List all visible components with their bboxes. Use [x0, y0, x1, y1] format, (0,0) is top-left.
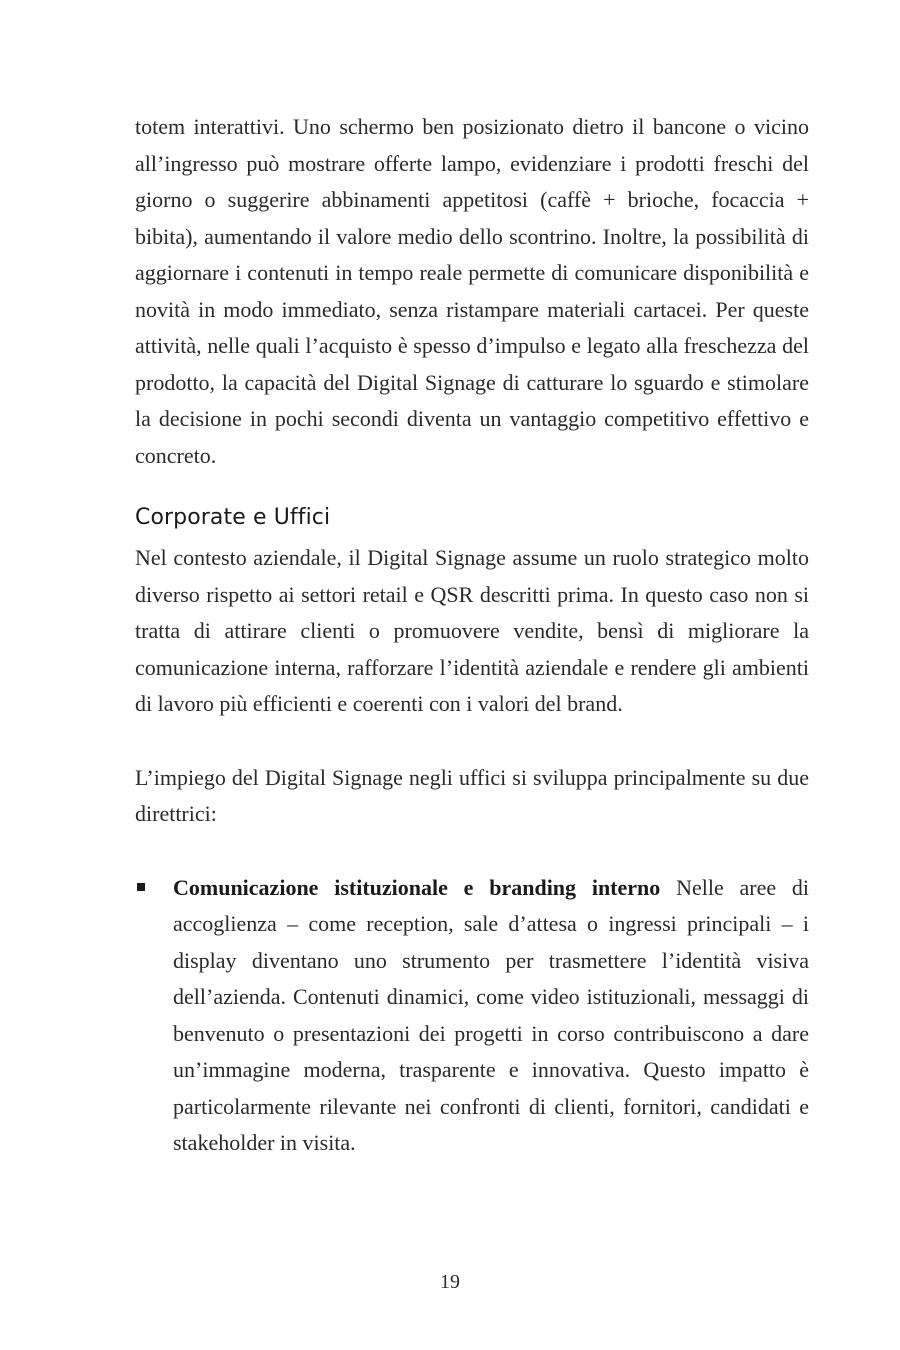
bullet-lead-term: Comunicazione istituzionale e branding interno [173, 874, 661, 900]
body-paragraph-continued: totem interattivi. Uno schermo ben posizionato dietro il bancone o vicino all’ingresso può mostrare offerte lampo, evidenziare i prodotti freschi del giorno o suggerire abbinamenti appetitosi (caffè + brioche, focaccia + bibita), aumentando il valore medio dello scontrino. Inoltre, la possibilità di aggiornare i contenuti in tempo reale permette di comunicare disponibilità e novità in modo immediato, senza ristampare materiali cartacei. Per queste attività, nelle quali l’acquisto è spesso d’impulso e legato alla freschezza del prodotto, la capacità del Digital Signage di catturare lo sguardo e stimolare la decisione in pochi secondi diventa un vantaggio competitivo effettivo e concreto. [135, 114, 809, 468]
page-number: 19 [440, 1271, 460, 1293]
paragraph-gap [135, 723, 809, 760]
bullet-list-item [135, 870, 809, 1162]
body-paragraph-lead-in: L’impiego del Digital Signage negli uffici si sviluppa principalmente su due direttrici: [135, 764, 809, 826]
section-heading: Corporate e Uffici [135, 505, 331, 530]
bullet-body-text: Nelle aree di accoglienza – come reception, sale d’attesa o ingressi principali – i display diventano uno strumento per trasmettere l’identità visiva dell’azienda. Contenuti dinamici, come video istituzionali, messaggi di benvenuto o presentazioni dei progetti in corso contribuiscono a dare un’immagine moderna, trasparente e innovativa. Questo impatto è particolarmente rilevante nei confronti di clienti, fornitori, candidati e stakeholder in visita. [173, 874, 810, 1155]
page-content [135, 109, 809, 1162]
square-bullet-icon [137, 883, 145, 891]
bullet-list [135, 870, 809, 1162]
paragraph-gap [135, 833, 809, 870]
body-paragraph-intro: Nel contesto aziendale, il Digital Signage assume un ruolo strategico molto diverso rispetto ai settori retail e QSR descritti prima. In questo caso non si tratta di attirare clienti o promuovere vendite, bensì di migliorare la comunicazione interna, rafforzare l’identità aziendale e rendere gli ambienti di lavoro più efficienti e coerenti con i valori del brand. [135, 545, 809, 716]
bullet-paragraph [173, 870, 809, 1162]
